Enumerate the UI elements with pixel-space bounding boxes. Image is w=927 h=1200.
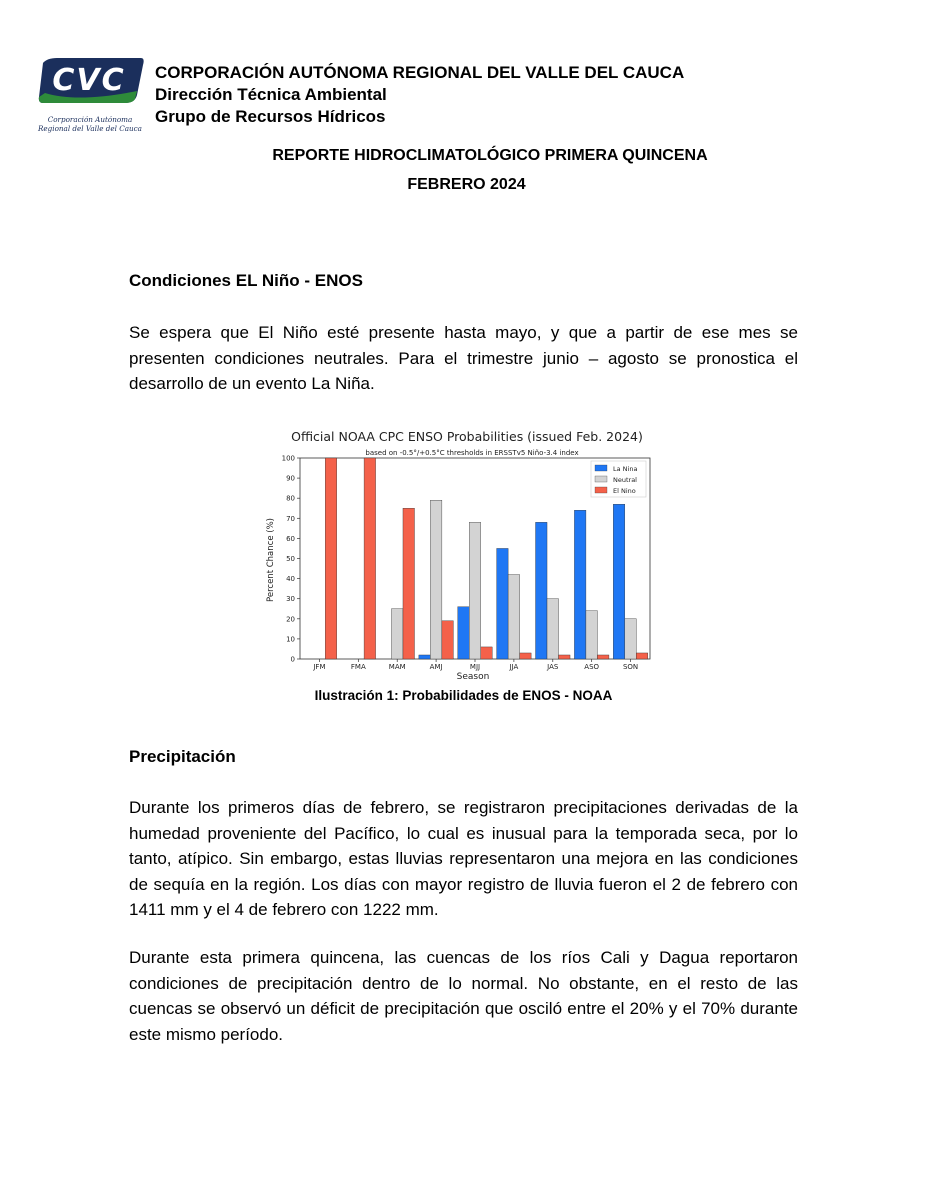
bar-neutral-jja (508, 575, 520, 659)
bar-la-nina-jas (536, 522, 548, 659)
x-axis-label: Season (456, 672, 490, 682)
y-tick-label: 80 (286, 494, 295, 503)
legend-swatch (595, 476, 607, 482)
precipitation-paragraph-1: Durante los primeros días de febrero, se registraron precipitaciones derivadas de la humedad proveniente del Pacífico, lo cual es inusual para la temporada seca, por lo tanto, atípico. Sin embargo, estas lluvias representaron una mejora en las condiciones de sequía en la región. Los días con mayor registro de lluvia fueron el 2 de febrero con 1411 mm y el 4 de febrero con 1222 mm. (129, 798, 798, 919)
bar-neutral-mam (391, 609, 403, 659)
bar-el-nino-mjj (481, 647, 493, 659)
legend-label: La Nina (613, 465, 638, 473)
chart-legend (591, 461, 646, 497)
x-tick-label: JAS (547, 663, 559, 671)
y-axis-label: Percent Chance (%) (266, 518, 276, 602)
cvc-logo-mark (37, 57, 145, 105)
chart-title: Official NOAA CPC ENSO Probabilities (issued Feb. 2024) (291, 429, 643, 444)
y-tick-label: 90 (286, 474, 295, 483)
bar-el-nino-jja (520, 653, 532, 659)
enso-probability-chart (255, 423, 675, 688)
bar-el-nino-jfm (325, 458, 337, 659)
enso-paragraph: Se espera que El Niño esté presente hasta mayo, y que a partir de ese mes se presenten condiciones neutrales. Para el trimestre junio – agosto se pronostica el desarrollo de un evento La Niña. (129, 323, 798, 393)
legend-label: El Nino (613, 487, 636, 495)
x-tick-label: MJJ (469, 663, 481, 671)
x-tick-label: SON (622, 663, 639, 671)
bar-la-nina-aso (574, 510, 586, 659)
precipitation-paragraph-2: Durante esta primera quincena, las cuencas de los ríos Cali y Dagua reportaron condiciones de precipitación dentro de lo normal. No obstante, en el resto de las cuencas se observó un déficit de precipitación que osciló entre el 20% y el 70% durante este mismo período. (129, 948, 798, 1044)
organization-block (155, 62, 684, 128)
y-tick-label: 0 (290, 655, 295, 664)
bar-neutral-mjj (469, 522, 481, 659)
bar-el-nino-amj (442, 621, 454, 659)
bar-neutral-aso (586, 611, 598, 659)
bar-neutral-amj (430, 500, 442, 659)
org-directorate: Dirección Técnica Ambiental (155, 85, 387, 104)
org-name: CORPORACIÓN AUTÓNOMA REGIONAL DEL VALLE DEL CAUCA (155, 63, 685, 82)
logo-subtitle-1: Corporación Autónoma (47, 115, 133, 124)
bar-la-nina-jja (497, 548, 509, 659)
x-tick-label: FMA (350, 663, 366, 671)
legend-swatch (595, 465, 607, 471)
x-tick-label: MAM (388, 663, 406, 671)
chart-subtitle: based on -0.5°/+0.5°C thresholds in ERSSTv5 Niño-3.4 index (365, 449, 579, 457)
bar-la-nina-son (613, 504, 625, 659)
y-tick-label: 10 (286, 635, 295, 644)
y-tick-label: 30 (286, 595, 295, 604)
bar-el-nino-son (636, 653, 648, 659)
bar-el-nino-aso (597, 655, 609, 659)
enso-heading: Condiciones EL Niño - ENOS (129, 271, 363, 290)
legend-swatch (595, 487, 607, 493)
report-title: REPORTE HIDROCLIMATOLÓGICO PRIMERA QUINCENA (272, 147, 708, 164)
org-group: Grupo de Recursos Hídricos (155, 107, 386, 126)
y-tick-label: 40 (286, 575, 295, 584)
x-tick-label: JJA (509, 663, 519, 671)
bar-el-nino-fma (364, 458, 376, 659)
x-tick-label: ASO (584, 663, 600, 671)
precipitation-heading: Precipitación (129, 747, 236, 766)
report-period: FEBRERO 2024 (407, 176, 526, 193)
y-tick-label: 100 (281, 454, 295, 463)
bar-neutral-jas (547, 599, 559, 659)
x-tick-label: AMJ (429, 663, 443, 671)
logo-subtitle-2: Regional del Valle del Cauca (38, 124, 142, 133)
bar-la-nina-mjj (458, 607, 470, 659)
enso-chart-svg (255, 423, 675, 688)
bar-el-nino-jas (559, 655, 571, 659)
bar-el-nino-mam (403, 508, 415, 659)
y-tick-label: 60 (286, 534, 295, 543)
bar-neutral-son (625, 619, 637, 659)
legend-label: Neutral (613, 476, 637, 484)
figure-caption: Ilustración 1: Probabilidades de ENOS - NOAA (314, 688, 613, 703)
x-tick-label: JFM (313, 663, 326, 671)
y-tick-label: 50 (286, 555, 295, 563)
logo-text: CVC (52, 63, 126, 98)
y-tick-label: 20 (286, 615, 295, 624)
cvc-logo (33, 55, 147, 141)
bar-la-nina-amj (419, 655, 431, 659)
y-tick-label: 70 (286, 514, 295, 523)
